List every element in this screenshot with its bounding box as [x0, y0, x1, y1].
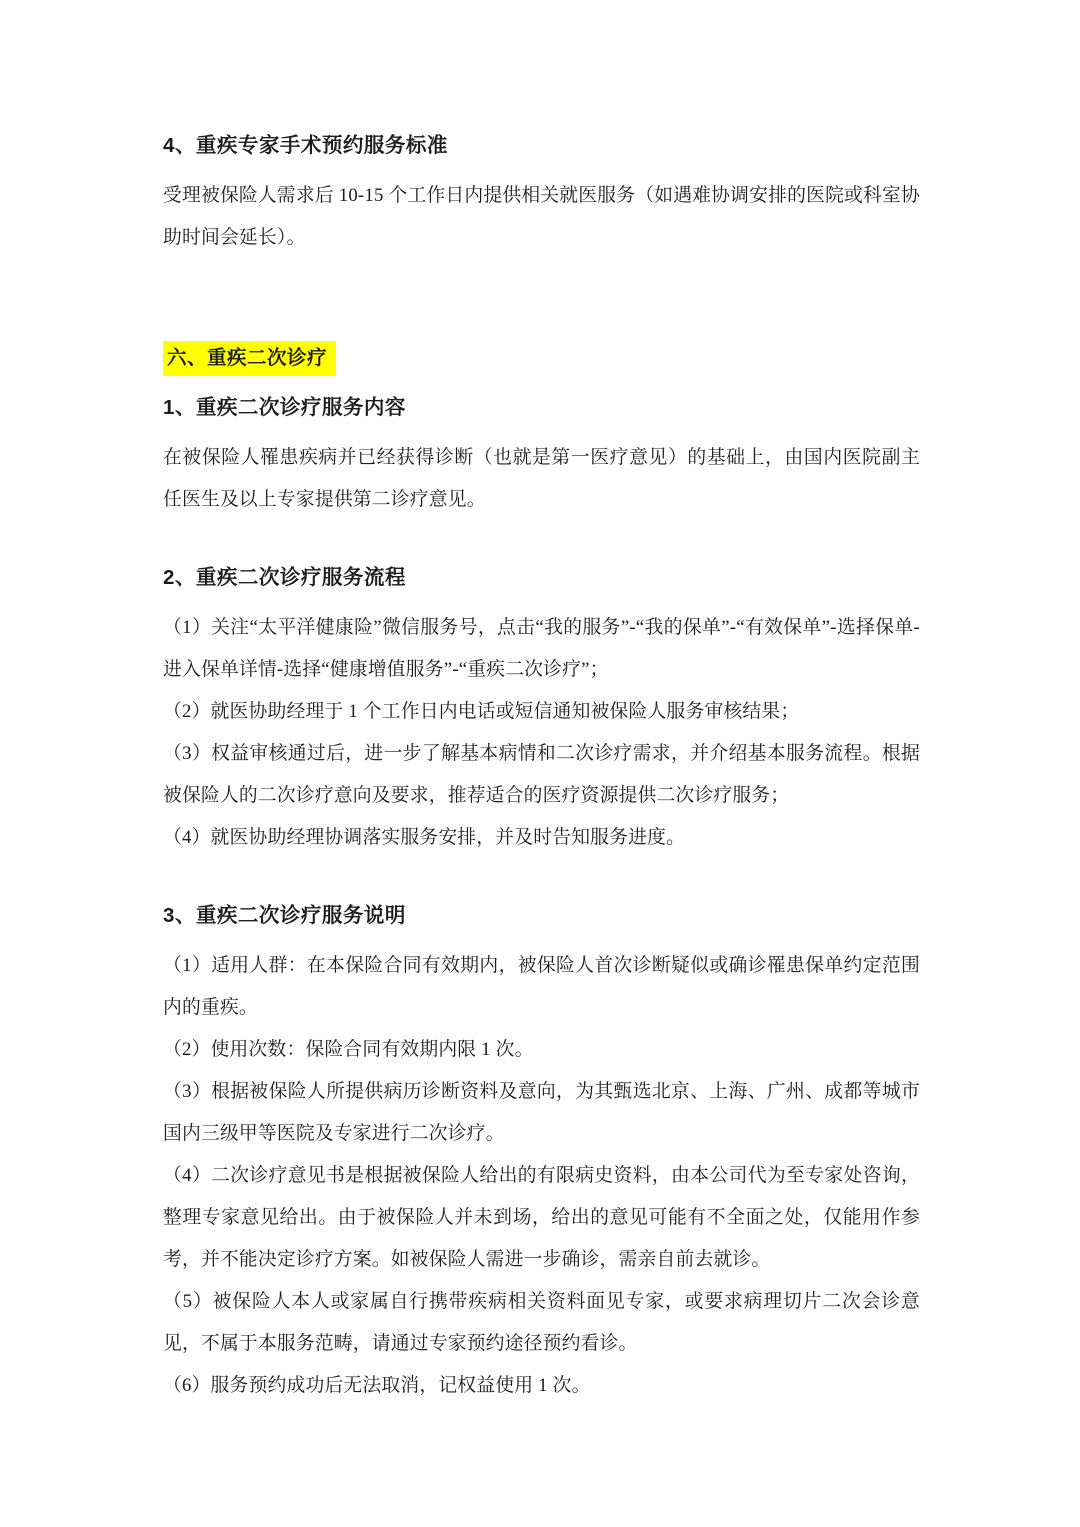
section6-heading-highlight: 六、重疾二次诊疗 [163, 341, 336, 376]
section6-sub1-heading: 1、重疾二次诊疗服务内容 [163, 396, 406, 419]
section4-body: 受理被保险人需求后 10-15 个工作日内提供相关就医服务（如遇难协调安排的医院或科室协助时间会延长）。 [163, 185, 920, 248]
sub2-item-4: （4）就医协助经理协调落实服务安排，并及时告知服务进度。 [163, 827, 686, 848]
sub3-item-1: （1）适用人群：在本保险合同有效期内，被保险人首次诊断疑似或确诊罹患保单约定范围内的重疾。 [163, 955, 920, 1018]
section4-heading: 4、重疾专家手术预约服务标准 [163, 134, 448, 157]
sub3-item-6: （6）服务预约成功后无法取消，记权益使用 1 次。 [163, 1375, 591, 1396]
sub3-item-5: （5）被保险人本人或家属自行携带疾病相关资料面见专家，或要求病理切片二次会诊意见，不属于本服务范畴，请通过专家预约途径预约看诊。 [163, 1291, 920, 1354]
sub3-item-2: （2）使用次数：保险合同有效期内限 1 次。 [163, 1039, 534, 1060]
sub2-item-3: （3）权益审核通过后，进一步了解基本病情和二次诊疗需求，并介绍基本服务流程。根据被保险人的二次诊疗意向及要求，推荐适合的医疗资源提供二次诊疗服务； [163, 743, 920, 806]
section6-sub3-heading: 3、重疾二次诊疗服务说明 [163, 904, 406, 927]
sub2-item-1: （1）关注“太平洋健康险”微信服务号，点击“我的服务”-“我的保单”-“有效保单”-选择保单-进入保单详情-选择“健康增值服务”-“重疾二次诊疗”； [163, 617, 920, 680]
page-content [163, 125, 920, 1407]
section6-heading-line [163, 337, 920, 381]
section6-sub1-body: 在被保险人罹患疾病并已经获得诊断（也就是第一医疗意见）的基础上，由国内医院副主任医生及以上专家提供第二诊疗意见。 [163, 447, 920, 510]
sub2-item-2: （2）就医协助经理于 1 个工作日内电话或短信通知被保险人服务审核结果； [163, 701, 800, 722]
section6-sub2-heading: 2、重疾二次诊疗服务流程 [163, 566, 406, 589]
sub3-item-3: （3）根据被保险人所提供病历诊断资料及意向，为其甄选北京、上海、广州、成都等城市国内三级甲等医院及专家进行二次诊疗。 [163, 1081, 920, 1144]
sub3-item-4: （4）二次诊疗意见书是根据被保险人给出的有限病史资料，由本公司代为至专家处咨询，整理专家意见给出。由于被保险人并未到场，给出的意见可能有不全面之处，仅能用作参考，并不能决定诊疗方案。如被保险人需进一步确诊，需亲自前去就诊。 [163, 1165, 920, 1270]
